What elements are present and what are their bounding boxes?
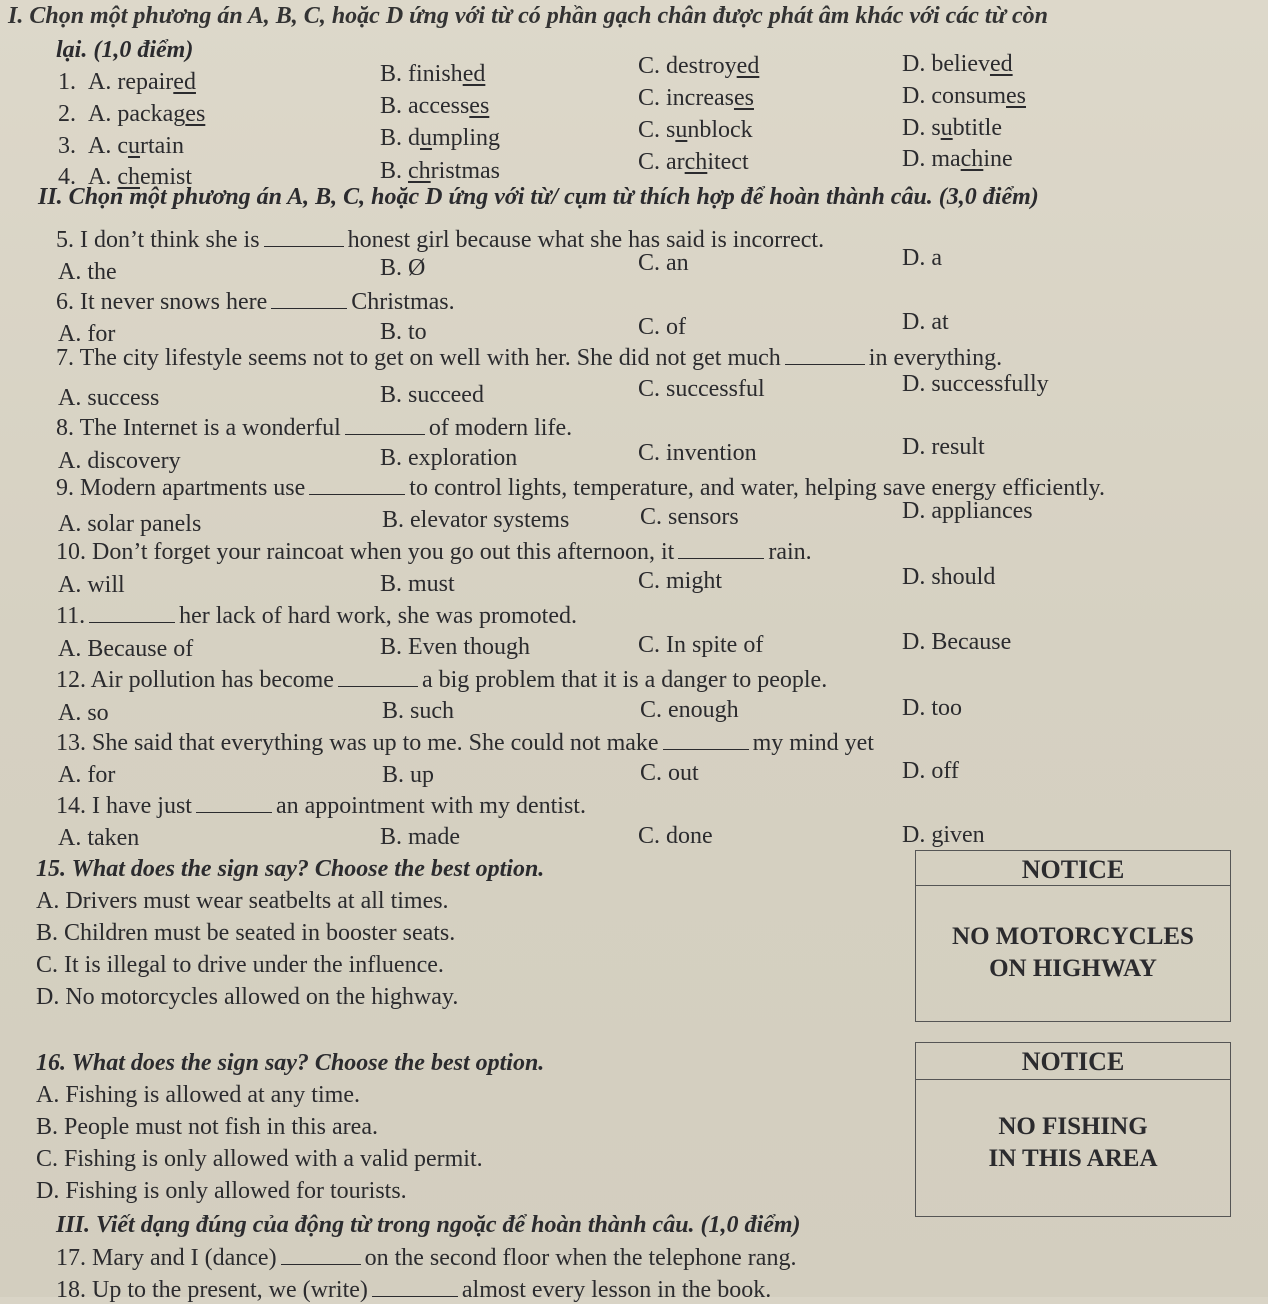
q7-option-c[interactable]: C. successful — [638, 376, 765, 402]
q8-option-b[interactable]: B. exploration — [380, 445, 518, 471]
q15-option-b[interactable]: B. Children must be seated in booster seats. — [36, 920, 456, 946]
q15-prompt: 15. What does the sign say? Choose the best option. — [36, 856, 545, 882]
q9-option-c[interactable]: C. sensors — [640, 504, 739, 530]
q15-option-a[interactable]: A. Drivers must wear seatbelts at all times. — [36, 888, 449, 914]
q7-option-d[interactable]: D. successfully — [902, 371, 1049, 397]
q9-option-d[interactable]: D. appliances — [902, 498, 1033, 524]
q11-option-b[interactable]: B. Even though — [380, 634, 530, 660]
q1-number: 1. — [58, 69, 76, 95]
q4-option-b[interactable]: B. christmas — [380, 158, 500, 184]
q14-option-b[interactable]: B. made — [380, 824, 460, 850]
q2-number: 2. — [58, 101, 76, 127]
q15-sign-divider — [916, 885, 1230, 886]
q15-notice-sign — [915, 850, 1231, 1022]
q6-option-c[interactable]: C. of — [638, 314, 686, 340]
q15-option-d[interactable]: D. No motorcycles allowed on the highway. — [36, 984, 459, 1010]
q12-stem: 12. Air pollution has become a big problem that it is a danger to people. — [56, 667, 828, 693]
q16-option-d[interactable]: D. Fishing is only allowed for tourists. — [36, 1178, 407, 1204]
q5-stem: 5. I don’t think she is honest girl because what she has said is incorrect. — [56, 227, 825, 253]
q3-option-c[interactable]: C. sunblock — [638, 117, 753, 143]
q1-option-d[interactable]: D. believed — [902, 51, 1013, 77]
section3-heading: III. Viết dạng đúng của động từ trong ngoặc để hoàn thành câu. (1,0 điểm) — [56, 1212, 801, 1238]
q16-sign-title: NOTICE — [1021, 1047, 1125, 1076]
q8-option-c[interactable]: C. invention — [638, 440, 757, 466]
q13-stem: 13. She said that everything was up to me. She could not make my mind yet — [56, 730, 874, 756]
q1-option-a[interactable]: A. repaired — [88, 69, 196, 95]
q2-option-c[interactable]: C. increases — [638, 85, 754, 111]
q3-number: 3. — [58, 133, 76, 159]
q13-option-b[interactable]: B. up — [382, 762, 435, 788]
q10-stem: 10. Don’t forget your raincoat when you go out this afternoon, it rain. — [56, 539, 812, 565]
q2-option-b[interactable]: B. accesses — [380, 93, 490, 119]
q15-sign-line2: ON HIGHWAY — [989, 955, 1157, 982]
q18-stem: 18. Up to the present, we (write) almost every lesson in the book. — [56, 1277, 772, 1303]
q9-option-a[interactable]: A. solar panels — [58, 511, 202, 537]
q5-option-b[interactable]: B. Ø — [380, 255, 426, 281]
q16-sign-divider — [916, 1079, 1230, 1080]
q6-option-b[interactable]: B. to — [380, 319, 427, 345]
section1-heading: I. Chọn một phương án A, B, C, hoặc D ứng với từ có phần gạch chân được phát âm khác với các từ còn — [8, 3, 1048, 29]
q3-option-b[interactable]: B. dumpling — [380, 125, 501, 151]
q13-option-d[interactable]: D. off — [902, 758, 959, 784]
q6-option-a[interactable]: A. for — [58, 321, 116, 347]
q8-option-d[interactable]: D. result — [902, 434, 985, 460]
q2-option-d[interactable]: D. consumes — [902, 83, 1026, 109]
q16-option-c[interactable]: C. Fishing is only allowed with a valid permit. — [36, 1146, 483, 1172]
q4-number: 4. — [58, 164, 76, 190]
q11-option-c[interactable]: C. In spite of — [638, 632, 764, 658]
q5-option-c[interactable]: C. an — [638, 250, 689, 276]
q16-option-b[interactable]: B. People must not fish in this area. — [36, 1114, 378, 1140]
q5-option-a[interactable]: A. the — [58, 259, 117, 285]
q11-option-d[interactable]: D. Because — [902, 629, 1012, 655]
q15-sign-title: NOTICE — [1021, 855, 1125, 884]
q17-stem: 17. Mary and I (dance) on the second floor when the telephone rang. — [56, 1245, 797, 1271]
q7-option-b[interactable]: B. succeed — [380, 382, 484, 408]
q12-option-b[interactable]: B. such — [382, 698, 454, 724]
q16-sign-line1: NO FISHING — [998, 1113, 1148, 1140]
q14-option-c[interactable]: C. done — [638, 823, 713, 849]
q10-option-b[interactable]: B. must — [380, 571, 455, 597]
q4-option-c[interactable]: C. architect — [638, 149, 749, 175]
q10-option-a[interactable]: A. will — [58, 572, 125, 598]
q6-option-d[interactable]: D. at — [902, 309, 949, 335]
q8-stem: 8. The Internet is a wonderful of modern life. — [56, 415, 573, 441]
q12-option-a[interactable]: A. so — [58, 700, 109, 726]
q16-prompt: 16. What does the sign say? Choose the best option. — [36, 1050, 545, 1076]
q8-option-a[interactable]: A. discovery — [58, 448, 181, 474]
q11-stem: 11. her lack of hard work, she was promoted. — [56, 603, 577, 629]
q4-option-d[interactable]: D. machine — [902, 146, 1013, 172]
q13-option-a[interactable]: A. for — [58, 762, 116, 788]
q5-option-d[interactable]: D. a — [902, 245, 942, 271]
q12-option-d[interactable]: D. too — [902, 695, 962, 721]
q10-option-c[interactable]: C. might — [638, 568, 723, 594]
q7-option-a[interactable]: A. success — [58, 385, 160, 411]
q15-option-c[interactable]: C. It is illegal to drive under the influence. — [36, 952, 444, 978]
q13-option-c[interactable]: C. out — [640, 760, 699, 786]
q10-option-d[interactable]: D. should — [902, 564, 996, 590]
q11-option-a[interactable]: A. Because of — [58, 636, 194, 662]
q3-option-a[interactable]: A. curtain — [88, 133, 184, 159]
q9-option-b[interactable]: B. elevator systems — [382, 507, 570, 533]
section1-heading-points: lại. (1,0 điểm) — [56, 37, 194, 63]
q16-option-a[interactable]: A. Fishing is allowed at any time. — [36, 1082, 360, 1108]
q14-option-a[interactable]: A. taken — [58, 825, 140, 851]
q4-option-a[interactable]: A. chemist — [88, 164, 192, 190]
q1-option-b[interactable]: B. finished — [380, 61, 486, 87]
q15-sign-line1: NO MOTORCYCLES — [952, 923, 1194, 950]
section2-heading: II. Chọn một phương án A, B, C, hoặc D ứng với từ/ cụm từ thích hợp để hoàn thành câu. (3,0 điểm) — [38, 184, 1039, 210]
q3-option-d[interactable]: D. subtitle — [902, 115, 1002, 141]
q7-stem: 7. The city lifestyle seems not to get on well with her. She did not get much in everything. — [56, 345, 1003, 371]
q6-stem: 6. It never snows here Christmas. — [56, 289, 455, 315]
q2-option-a[interactable]: A. packages — [88, 101, 206, 127]
q9-stem: 9. Modern apartments use to control lights, temperature, and water, helping save energy efficiently. — [56, 475, 1105, 501]
q14-stem: 14. I have just an appointment with my dentist. — [56, 793, 586, 819]
q1-option-c[interactable]: C. destroyed — [638, 53, 760, 79]
q16-notice-sign — [915, 1042, 1231, 1217]
q12-option-c[interactable]: C. enough — [640, 697, 739, 723]
q14-option-d[interactable]: D. given — [902, 822, 985, 848]
q16-sign-line2: IN THIS AREA — [988, 1145, 1158, 1172]
